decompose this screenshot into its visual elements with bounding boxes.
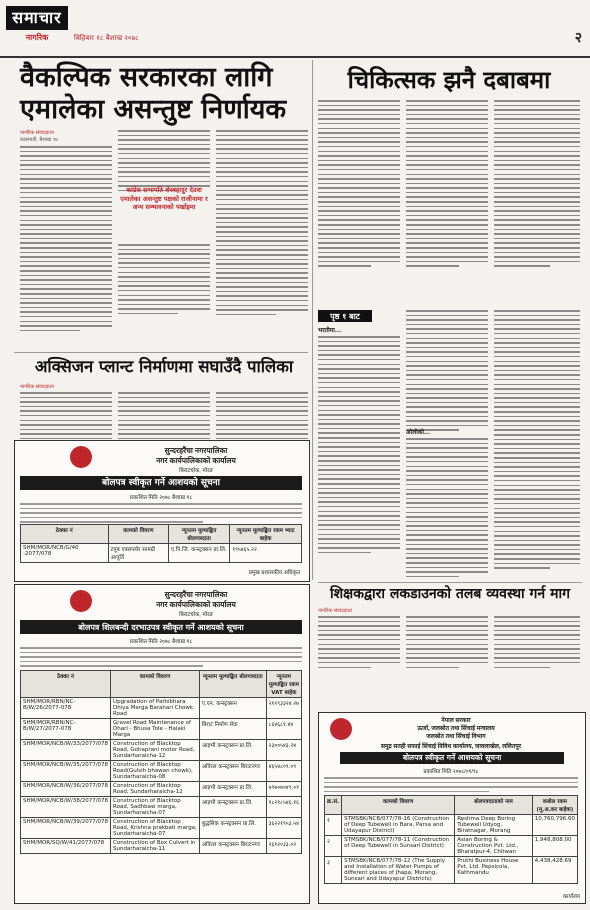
table-cell: बिराट निर्माण सेवा bbox=[199, 719, 266, 740]
table-row bbox=[21, 698, 302, 719]
doctor-cont-col2 bbox=[406, 310, 488, 434]
table-cell: SHM/MOR/NCB/W/36/2077/078 bbox=[21, 782, 111, 797]
teacher-col3 bbox=[494, 616, 580, 671]
notice2-text bbox=[20, 647, 302, 670]
table-cell: ८६४६८१.४४ bbox=[266, 719, 301, 740]
main-pullquote: कांग्रेस सभापति शेरबहादुर देउवा एमालेका असन्तुष्ट पक्षको राजीनामा र अन्य सम्भावनाको पर्खाइमा bbox=[120, 186, 208, 211]
doctor-sublabel: भरतीमा... bbox=[318, 327, 342, 334]
table-cell: Pruthi Business House Pvt. Ltd. Pepsicola, Kathmandu bbox=[455, 857, 533, 884]
notice1-date: प्रकाशित मिति २०७८ बैशाख १८ bbox=[129, 495, 193, 501]
emblem-icon bbox=[70, 590, 92, 612]
table-header: कामको विवरण bbox=[111, 671, 200, 698]
table-cell: २६१२०३३.०२ bbox=[266, 839, 301, 854]
table-header: न्यूनतम मूल्याङ्कित बोलपत्रदाता bbox=[199, 671, 266, 698]
table-cell: STMSBK/NCB/077/78-12 (The Supply and Installation of Water Pumps of different places of Jhapa, Morang, Sunsari and Udayapur Districts) bbox=[342, 857, 455, 884]
table-row bbox=[21, 839, 302, 854]
table-cell: १ bbox=[325, 815, 342, 836]
doctor-text-col3 bbox=[494, 100, 580, 270]
table-cell: SHM/MOR/NCB/W/39/2077/078 bbox=[21, 818, 111, 839]
notice3-office: समुद्र सतही सफाई सिंचाई विविध कार्यालय, जावलाखेल, ललितपुर bbox=[380, 744, 522, 750]
table-cell: ३६२२१९५३.५४ bbox=[266, 818, 301, 839]
notice3-table bbox=[324, 795, 578, 884]
doctor-cont-col3 bbox=[494, 310, 580, 572]
notice3-banner: बोलपत्र स्वीकृत गर्ने आशयको सूचना bbox=[340, 752, 564, 764]
main-text-col3 bbox=[216, 130, 308, 318]
doctor-text-col1 bbox=[318, 100, 400, 270]
masthead bbox=[0, 0, 590, 58]
table-row bbox=[325, 815, 578, 836]
newspaper-sub: नागरिक bbox=[25, 32, 49, 42]
main-text-col2 bbox=[118, 130, 210, 194]
notice1-table bbox=[20, 524, 302, 563]
oxygen-headline: अक्सिजन प्लान्ट निर्माणमा सघाउँदै पालिका bbox=[34, 357, 294, 376]
table-cell: १९५४६५.२२ bbox=[230, 544, 302, 563]
oxygen-rule bbox=[14, 352, 308, 353]
notice1-org: सुन्दरहरैंचा नगरपालिका bbox=[164, 446, 228, 455]
table-cell: Asian Boring & Construction Pvt. Ltd., Bharatpur-4, Chitwan bbox=[455, 836, 533, 857]
table-row bbox=[21, 761, 302, 782]
notice3-date: प्रकाशित मिति २०७८/०१/१८ bbox=[423, 769, 479, 775]
notice1-office: नगर कार्यपालिकाको कार्यालय bbox=[156, 456, 236, 465]
table-cell: 1,948,808.00 bbox=[532, 836, 577, 857]
table-row bbox=[21, 782, 302, 797]
newspaper-logo: समाचार bbox=[6, 6, 68, 30]
teacher-col1 bbox=[318, 616, 400, 671]
table-cell: STMSBK/NCB/077/78-16 (Construction of Deep Tubewell in Bara, Parsa and Udayapur District) bbox=[342, 815, 455, 836]
table-cell: २१२९३३२४.२७ bbox=[266, 698, 301, 719]
table-header: कामको विवरण bbox=[108, 525, 168, 544]
table-cell: SHM/MOR/RBN/NC-B/W/26/2077-078 bbox=[21, 698, 111, 719]
doctor-cont-col1 bbox=[318, 336, 400, 557]
notice3-footer: कार्यालय bbox=[562, 894, 580, 900]
table-cell: Construction of Blacktop Road, Sadhbaw marga, Sundarharaicha-07 bbox=[111, 797, 200, 818]
main-place: काठमाडौं, बैशाख १७ bbox=[20, 137, 58, 143]
table-header: न्यूनतम मूल्याङ्कित रकम भ्याट बाहेक bbox=[230, 525, 302, 544]
notice2-table bbox=[20, 670, 302, 854]
table-cell: Construction of Box Culvert in Sundarharaicha-11 bbox=[111, 839, 200, 854]
table-cell: Construction of Blacktop Road, Gohaprani motor Road, Sundarharaicha-12 bbox=[111, 740, 200, 761]
table-header: ठेक्का नं bbox=[21, 525, 109, 544]
table-row bbox=[21, 797, 302, 818]
table-cell: SHM/MOR/NCB/W/35/2077/078 bbox=[21, 761, 111, 782]
notice2-place: बिराटचोक, मोरङ bbox=[179, 612, 213, 618]
notice2-date: प्रकाशित मिति २०७८ बैशाख १८ bbox=[129, 639, 193, 645]
table-row bbox=[21, 740, 302, 761]
doctor-cont-col2b bbox=[406, 438, 488, 580]
table-cell: अविरल कन्स्ट्रक्सन बिराटनगर bbox=[199, 839, 266, 854]
doctor-text-col2 bbox=[406, 100, 488, 270]
table-header: कामको विवरण bbox=[342, 796, 455, 815]
table-header: ठेक्का नं bbox=[21, 671, 111, 698]
notice1-banner: बोलपत्र स्वीकृत गर्ने आशयको सूचना bbox=[20, 476, 302, 490]
main-text-col2b bbox=[118, 244, 210, 318]
main-text-col1 bbox=[20, 146, 112, 334]
table-cell: १८२१८५४६.१६ bbox=[266, 797, 301, 818]
notice2-banner: बोलपत्र शिलबन्दी दरभाउपत्र स्वीकृत गर्ने आशयको सूचना bbox=[20, 620, 302, 634]
notice3-ministry: ऊर्जा, जलस्रोत तथा सिंचाई मन्त्रालय bbox=[417, 726, 495, 732]
table-cell: Construction of Blacktop Road, Sundarharaicha-12 bbox=[111, 782, 200, 797]
table-cell: टयुब एक्सप्लोर सामग्री आपूर्ति bbox=[108, 544, 168, 563]
notice2-org: सुन्दरहरैंचा नगरपालिका bbox=[164, 590, 228, 599]
table-cell: ए.पि.जि. कन्स्ट्रक्सन प्रा.लि. bbox=[169, 544, 230, 563]
teacher-byline: नागरिक संवाददाता bbox=[318, 608, 352, 614]
notice1-text bbox=[20, 503, 302, 526]
table-cell: SHM/MOR/SQ/W/41/2077/078 bbox=[21, 839, 111, 854]
notice1-place: बिराटचोक, मोरङ bbox=[179, 468, 213, 474]
notice3-text bbox=[324, 777, 578, 795]
page-number: २ bbox=[574, 30, 582, 46]
table-cell: ए.एन. कन्स्ट्रक्सन bbox=[199, 698, 266, 719]
doctor-sublabel2: ओलीको... bbox=[406, 429, 431, 436]
main-headline: वैकल्पिक सरकारका लागि एमालेका असन्तुष्ट निर्णायक bbox=[20, 62, 287, 125]
table-cell: Construction of Blacktop Road(Gulsih bhawan chowk), Sundarharaicha-08 bbox=[111, 761, 200, 782]
table-row bbox=[21, 818, 302, 839]
table-row bbox=[21, 544, 302, 563]
table-cell: Construction of Blacktop Road, Krishna prakbati marga, Sundarharaicha-07 bbox=[111, 818, 200, 839]
notice3-gov: नेपाल सरकार bbox=[441, 718, 471, 724]
notice3-dept: जलस्रोत तथा सिंचाई विभाग bbox=[426, 734, 486, 740]
main-byline: नागरिक संवाददाता bbox=[20, 130, 54, 136]
teacher-headline: शिक्षकद्वारा लकडाउनको तलब व्यवस्था गर्न माग bbox=[330, 586, 570, 602]
notice1-footer: प्रमुख प्रशासकीय अधिकृत bbox=[248, 570, 300, 576]
table-cell: आइभी कन्स्ट्रक्सन प्रा.लि. bbox=[199, 782, 266, 797]
table-cell: २३००५४३.२४ bbox=[266, 740, 301, 761]
table-cell: 10,760,796.60 bbox=[532, 815, 577, 836]
table-header: बोलपत्रदाताको नाम bbox=[455, 796, 533, 815]
table-cell: ३ bbox=[325, 857, 342, 884]
table-cell: अविरल कन्स्ट्रक्सन बिराटनगर bbox=[199, 761, 266, 782]
table-cell: SHM/MOR/NCB/G/40 -2077/078 bbox=[21, 544, 109, 563]
table-header: न्यूनतम मूल्याङ्कित रकम VAT बाहेक bbox=[266, 671, 301, 698]
table-cell: ४६५४८०९.०९ bbox=[266, 761, 301, 782]
doctor-headline: चिकित्सक झनै दबाबमा bbox=[347, 65, 551, 94]
table-cell: आइभी कन्स्ट्रक्सन प्रा.लि. bbox=[199, 797, 266, 818]
table-cell: २ bbox=[325, 836, 342, 857]
table-cell: SHM/MOR/NCB/W/33/2077/078 bbox=[21, 740, 111, 761]
table-cell: SHM/MOR/NCB/W/38/2077/078 bbox=[21, 797, 111, 818]
table-cell: Reshma Deep Boring Tubewell Udyog, Biratnagar, Morang bbox=[455, 815, 533, 836]
table-cell: Upgradation of Pathibhara Dhiya Marga Barahari Chowk Road bbox=[111, 698, 200, 719]
table-cell: ७९७०७०४९.०१ bbox=[266, 782, 301, 797]
emblem-icon bbox=[70, 446, 92, 468]
oxygen-byline: नागरिक संवाददाता bbox=[20, 384, 54, 390]
table-row bbox=[21, 719, 302, 740]
table-cell: STMSBK/NCB/077/78-11 (Construction of Deep Tubewell in Sunsari District) bbox=[342, 836, 455, 857]
continued-label: पृष्ठ १ बाट bbox=[318, 310, 372, 322]
table-header: क्र.सं. bbox=[325, 796, 342, 815]
teacher-rule bbox=[318, 582, 582, 583]
dateline: बिहिबार १८ बैशाख २०७८ bbox=[74, 34, 139, 42]
table-cell: आइभी कन्स्ट्रक्सन प्रा.लि. bbox=[199, 740, 266, 761]
column-divider bbox=[312, 60, 313, 580]
table-row bbox=[325, 836, 578, 857]
notice2-office: नगर कार्यपालिकाको कार्यालय bbox=[156, 600, 236, 609]
emblem-icon bbox=[330, 718, 352, 740]
table-row bbox=[325, 857, 578, 884]
table-cell: Gravel Road Maintenance of Dhari - Bhusa Tole - Halaki Marga bbox=[111, 719, 200, 740]
teacher-col2 bbox=[406, 616, 488, 671]
table-cell: 4,438,428.69 bbox=[532, 857, 577, 884]
table-cell: SHM/MOR/RBN/NC-B/W/27/2077-078 bbox=[21, 719, 111, 740]
table-cell: बुद्धसिक कन्स्ट्रक्सन प्रा.लि. bbox=[199, 818, 266, 839]
table-header: न्यूनतम मूल्याङ्कित बोलपत्रदाता bbox=[169, 525, 230, 544]
table-header: कबोल रकम (मू.अ.कर बाहेक) bbox=[532, 796, 577, 815]
